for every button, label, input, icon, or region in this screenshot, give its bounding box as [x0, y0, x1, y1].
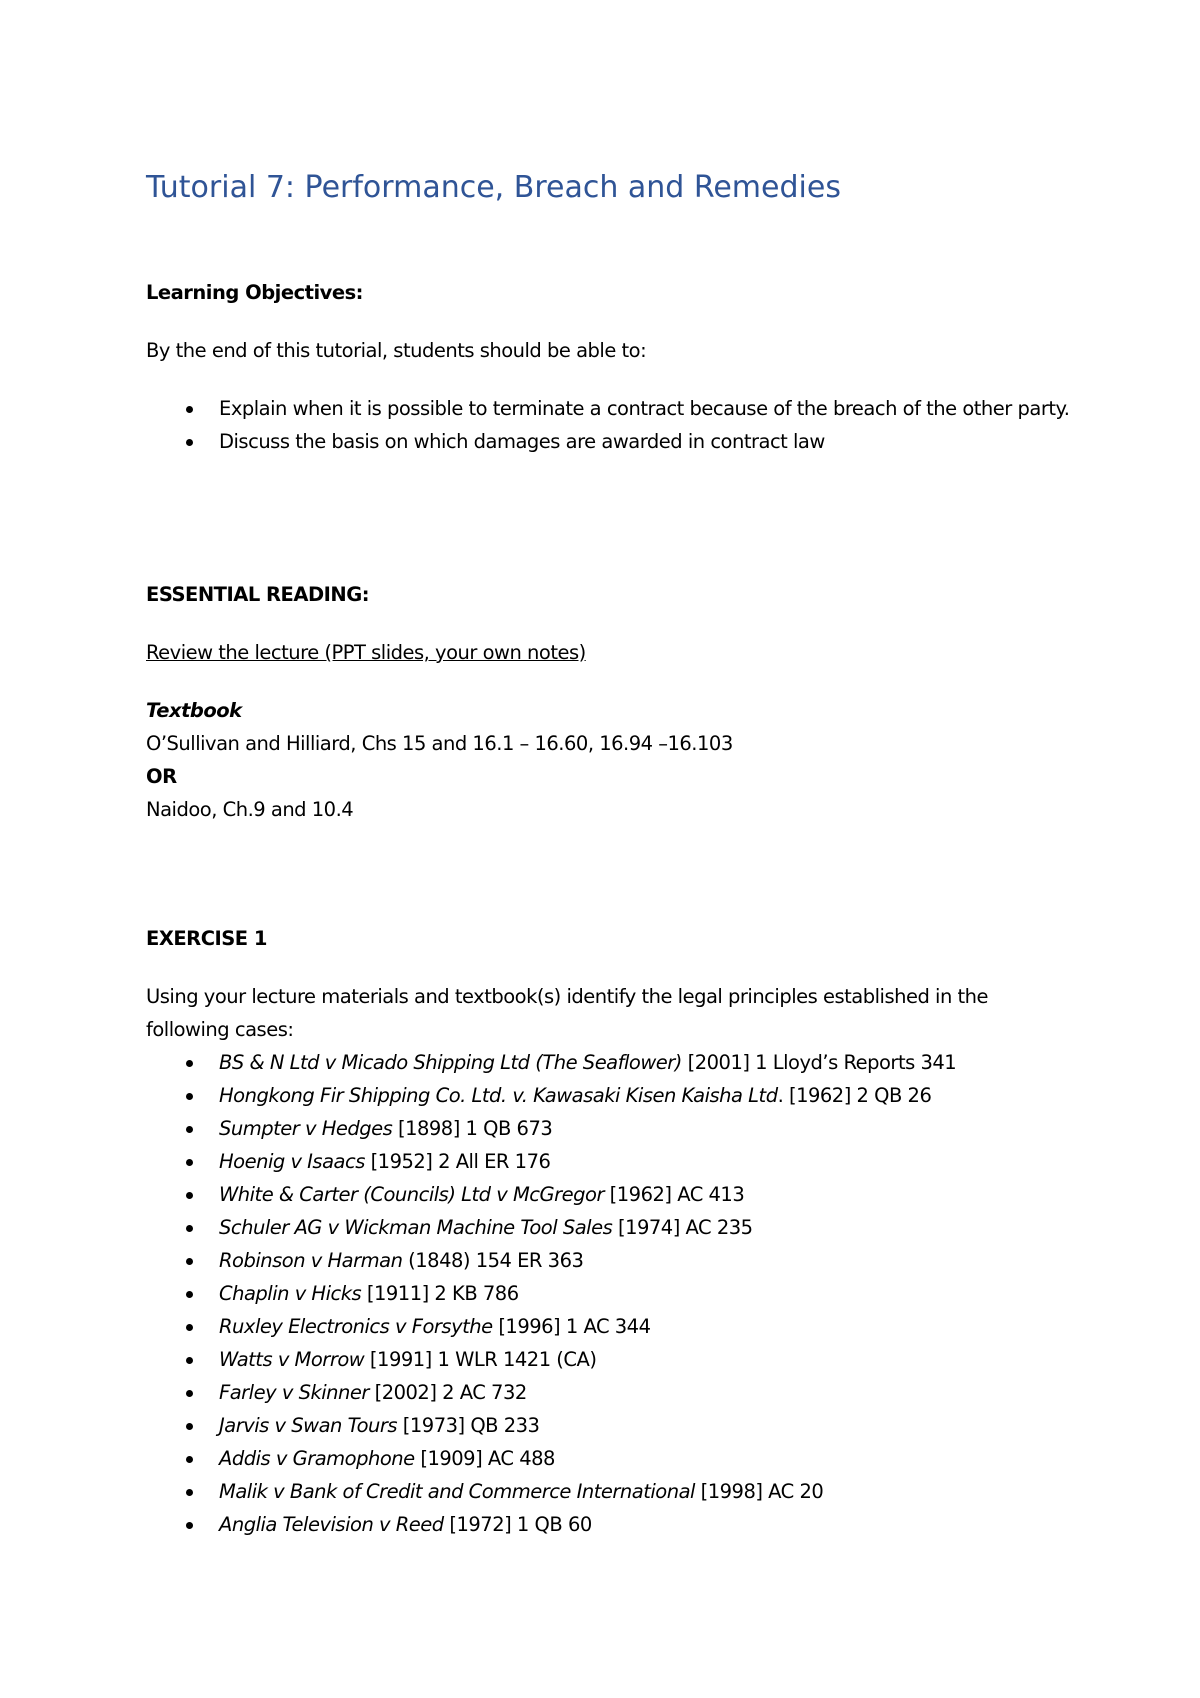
bullet-icon [186, 1225, 193, 1232]
case-item [146, 1046, 1086, 1079]
case-citation: [2002] 2 AC 732 [368, 1381, 527, 1404]
case-item [146, 1475, 1086, 1508]
case-name: BS & N Ltd v Micado Shipping Ltd (The Seaflower) [219, 1051, 682, 1074]
case-citation: [1952] 2 All ER 176 [364, 1150, 551, 1173]
case-citation: [1973] QB 233 [397, 1414, 540, 1437]
case-item [146, 1211, 1086, 1244]
bullet-icon [186, 1456, 193, 1463]
bullet-icon [186, 406, 193, 413]
case-citation: . [1962] 2 QB 26 [777, 1084, 932, 1107]
case-citation: [1898] 1 QB 673 [392, 1117, 553, 1140]
textbook-reference-1: O’Sullivan and Hilliard, Chs 15 and 16.1 – 16.60, 16.94 –16.103 [146, 732, 733, 755]
bullet-icon [186, 439, 193, 446]
list-item [146, 425, 1076, 458]
textbook-label: Textbook [146, 699, 242, 722]
case-item [146, 1343, 1086, 1376]
bullet-icon [186, 1489, 193, 1496]
case-item [146, 1244, 1086, 1277]
exercise-1-intro: Using your lecture materials and textbook(s) identify the legal principles established in the following cases: [146, 985, 989, 1041]
case-name: Hoenig v Isaacs [219, 1150, 365, 1173]
case-item [146, 1277, 1086, 1310]
bullet-icon [186, 1324, 193, 1331]
page-title: Tutorial 7: Performance, Breach and Remedies [146, 170, 841, 205]
essential-reading-heading: ESSENTIAL READING: [146, 583, 370, 606]
case-citation: [1909] AC 488 [414, 1447, 555, 1470]
case-citation: [1972] 1 QB 60 [443, 1513, 592, 1536]
objective-text: Explain when it is possible to terminate a contract because of the breach of the other party. [219, 397, 1070, 420]
case-citation: [1974] AC 235 [612, 1216, 753, 1239]
case-item [146, 1508, 1086, 1541]
case-name: Anglia Television v Reed [219, 1513, 444, 1536]
case-name: Sumpter v Hedges [219, 1117, 393, 1140]
case-citation: [1998] AC 20 [694, 1480, 824, 1503]
bullet-icon [186, 1126, 193, 1133]
bullet-icon [186, 1291, 193, 1298]
or-label: OR [146, 765, 177, 788]
learning-objectives-list [146, 392, 1076, 458]
case-list [146, 1046, 1086, 1541]
case-item [146, 1145, 1086, 1178]
learning-objectives-intro: By the end of this tutorial, students should be able to: [146, 339, 647, 362]
case-citation: [1962] AC 413 [603, 1183, 745, 1206]
bullet-icon [186, 1423, 193, 1430]
case-name: Addis v Gramophone [219, 1447, 415, 1470]
case-item [146, 1178, 1086, 1211]
case-name: Ruxley Electronics v Forsythe [219, 1315, 493, 1338]
bullet-icon [186, 1093, 193, 1100]
textbook-reference-2: Naidoo, Ch.9 and 10.4 [146, 798, 354, 821]
bullet-icon [186, 1258, 193, 1265]
bullet-icon [186, 1060, 193, 1067]
case-citation: [1996] 1 AC 344 [492, 1315, 651, 1338]
bullet-icon [186, 1390, 193, 1397]
case-name: Jarvis v Swan Tours [219, 1414, 398, 1437]
document-page [146, 0, 1086, 1698]
case-item [146, 1112, 1086, 1145]
bullet-icon [186, 1522, 193, 1529]
case-name: White & Carter (Councils) Ltd v McGregor [219, 1183, 604, 1206]
case-item [146, 1310, 1086, 1343]
bullet-icon [186, 1192, 193, 1199]
case-item [146, 1442, 1086, 1475]
case-citation: [2001] 1 Lloyd’s Reports 341 [681, 1051, 957, 1074]
case-name: Schuler AG v Wickman Machine Tool Sales [219, 1216, 613, 1239]
review-lecture-text: Review the lecture (PPT slides, your own notes) [146, 641, 586, 664]
bullet-icon [186, 1159, 193, 1166]
case-name: Chaplin v Hicks [219, 1282, 362, 1305]
case-item [146, 1376, 1086, 1409]
list-item [146, 392, 1076, 425]
case-item [146, 1079, 1086, 1112]
case-citation: [1991] 1 WLR 1421 (CA) [364, 1348, 597, 1371]
learning-objectives-heading: Learning Objectives: [146, 281, 363, 304]
exercise-1-heading: EXERCISE 1 [146, 927, 267, 950]
case-item [146, 1409, 1086, 1442]
case-citation: [1911] 2 KB 786 [361, 1282, 519, 1305]
textbook-section [146, 694, 1086, 826]
case-citation: (1848) 154 ER 363 [402, 1249, 584, 1272]
bullet-icon [186, 1357, 193, 1364]
case-name: Watts v Morrow [219, 1348, 365, 1371]
objective-text: Discuss the basis on which damages are awarded in contract law [219, 430, 825, 453]
case-name: Malik v Bank of Credit and Commerce International [219, 1480, 695, 1503]
case-name: Hongkong Fir Shipping Co. Ltd. v. Kawasaki Kisen Kaisha Ltd [219, 1084, 778, 1107]
case-name: Robinson v Harman [219, 1249, 403, 1272]
case-name: Farley v Skinner [219, 1381, 369, 1404]
